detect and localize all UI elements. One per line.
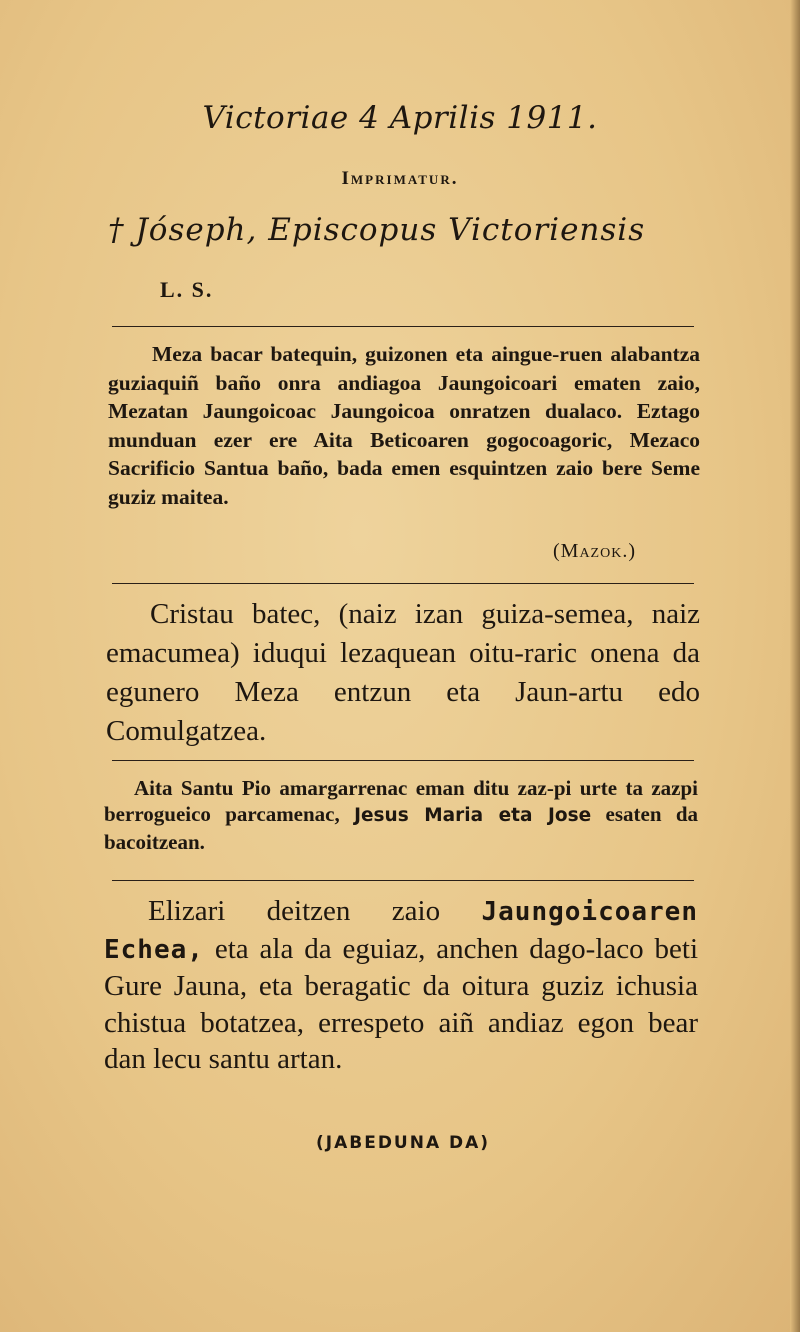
elizari-highlight: Jaungoicoaren Echea,: [104, 897, 698, 965]
paragraph-cristau-text: Cristau batec, (naiz izan guiza-semea, naiz emacumea) iduqui lezaquean oitu-raric onena da egunero Meza entzun eta Jaun-artu edo Comulgatzea.: [106, 598, 700, 747]
quote-mazok-text: Meza bacar batequin, guizonen eta aingue-ruen alabantza guziaquiñ baño onra andiagoa Jaungoicoari ematen zaio, Mezatan Jaungoicoac Jaungoicoa onratzen dualaco. Eztago munduan ezer ere Aita Beticoaren gogocoagoric, Mezaco Sacrificio Santua baño, bada emen esquintzen zaio bere Seme guziz maitea.: [108, 342, 700, 509]
indulgence-text-before: Aita Santu Pio amargarrenac eman ditu zaz-pi urte ta zazpi berrogueico parcamenac,: [104, 776, 698, 826]
paragraph-indulgence: [104, 775, 698, 855]
divider-3: [112, 760, 694, 761]
divider-2: [112, 583, 694, 584]
dateline: Victoriae 4 Aprilis 1911.: [202, 100, 598, 136]
bishop-signature: † Jóseph, Episcopus Victoriensis: [108, 212, 646, 248]
seal-mark: L. S.: [160, 277, 214, 302]
paragraph-cristau: [106, 595, 700, 751]
divider-4: [112, 880, 694, 881]
indulgence-highlight: Jesus Maria eta Jose: [354, 805, 592, 826]
elizari-text-before: Elizari deitzen zaio: [148, 895, 441, 927]
imprimatur-heading: Imprimatur.: [341, 168, 459, 189]
elizari-text-after: eta ala da eguiaz, anchen dago-laco beti Gure Jauna, eta beragatic da oitura guziz ichusia chistua botatzea, errespeto aiñ andiaz egon bear dan lecu santu artan.: [104, 932, 699, 1075]
footer-copyright: (JABEDUNA DA): [316, 1133, 491, 1153]
quote-attribution: (Mazok.): [553, 540, 636, 562]
divider-1: [112, 326, 694, 327]
page-edge-shadow: [790, 0, 800, 1332]
paragraph-elizari: [104, 893, 698, 1078]
quote-mazok: [108, 340, 700, 511]
indulgence-text-after: esaten da bacoitzean.: [104, 802, 699, 854]
